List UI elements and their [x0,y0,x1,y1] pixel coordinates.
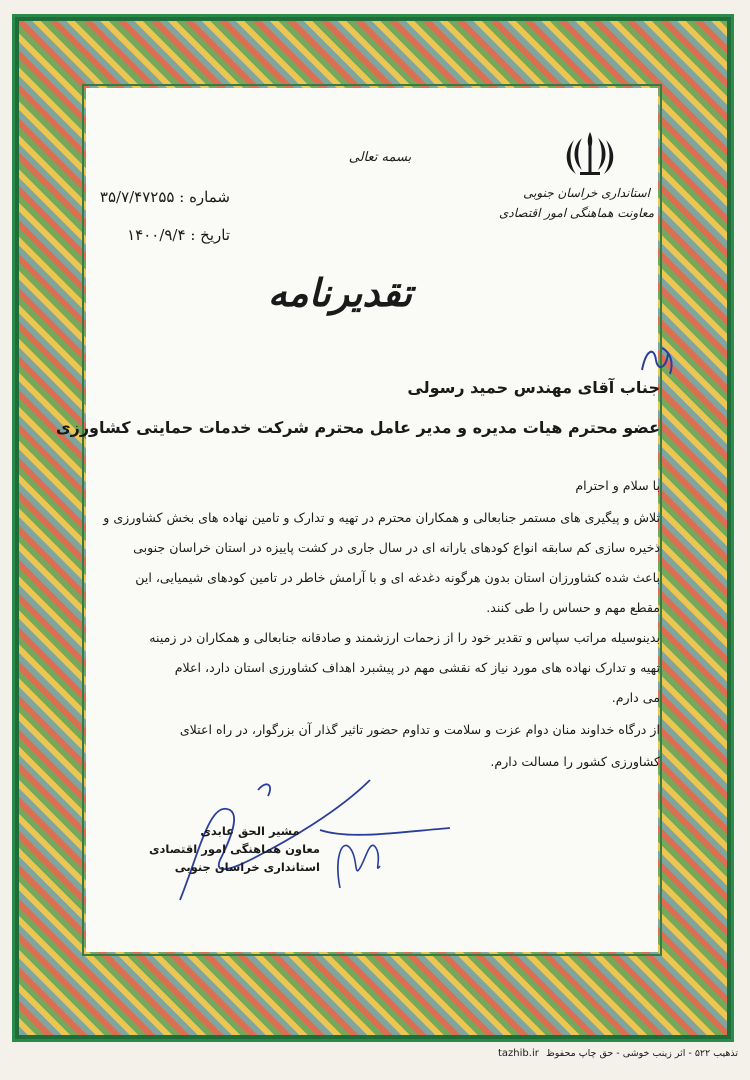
signatory-name: مشیر الحق عابدی [200,824,300,838]
greeting: با سلام و احترام [575,478,660,493]
initials-scribble-icon [330,818,390,898]
body-line: باعث شده کشاورزان استان بدون هرگونه دغدغه ای و با آرامش خاطر در تامین کودهای شیمیایی، این [135,570,660,585]
number-value: ۳۵/۷/۴۷۲۵۵ [99,188,175,206]
organization-department: معاونت هماهنگی امور اقتصادی [499,206,654,220]
date-label: تاریخ : [190,226,230,244]
body-line: می دارم. [611,690,660,705]
body-line: بدینوسیله مراتب سپاس و تقدیر خود را از زحمات ارزشمند و صادقانه جنابعالی و همکاران در زمینه [149,630,660,645]
recipient-position: عضو محترم هیات مدیره و مدیر عامل محترم شرکت خدمات حمایتی کشاورزی [55,418,660,437]
date-value: ۱۴۰۰/۹/۴ [127,226,186,244]
recipient-name: جناب آقای مهندس حمید رسولی [407,378,660,397]
handwritten-mark-icon [636,340,680,380]
organization-name: استانداری خراسان جنوبی [523,186,650,200]
body-line: مقطع مهم و حساس را طی کنند. [486,600,660,615]
letter-date [110,226,230,244]
iran-emblem-icon [562,128,618,180]
footer-credit: تذهیب ۵۲۲ - اثر زینب خوشی - حق چاپ محفوظ [545,1048,738,1059]
footer-website: tazhib.ir [498,1048,539,1059]
signatory-office: استانداری خراسان جنوبی [174,860,320,874]
signature-scribble-icon [148,770,460,910]
letter-number [99,188,230,206]
signatory-role: معاون هماهنگی امور اقتصادی [148,842,320,856]
basmala: بسمه تعالی [348,150,412,165]
certificate-title: تقدیرنامه [267,270,413,315]
body-line: تلاش و پیگیری های مستمر جنابعالی و همکاران محترم در تهیه و تدارک و تامین نهاده های بخش کشاورزی و [103,510,660,525]
body-line: کشاورزی کشور را مسالت دارم. [490,754,660,769]
body-line: تهیه و تدارک نهاده های مورد نیاز که نقشی مهم در پیشبرد اهداف کشاورزی استان دارد، اعلام [174,660,660,675]
body-line: از درگاه خداوند منان دوام عزت و سلامت و تداوم حضور تاثیر گذار آن بزرگوار، در راه اعتلای [179,722,660,737]
number-label: شماره : [179,188,230,206]
body-line: ذخیره سازی کم سابقه انواع کودهای یارانه ای در سال جاری در کشت پاییزه در استان خراسان جنوبی [133,540,660,555]
